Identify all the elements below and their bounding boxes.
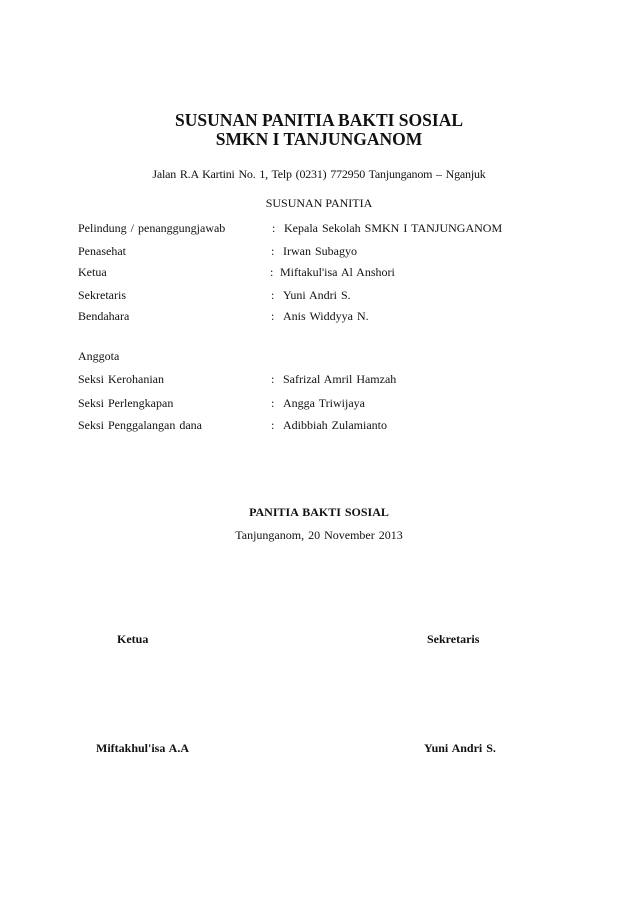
anggota-label: Anggota [78, 349, 120, 363]
anggota-row-perlengkapan [78, 394, 598, 412]
anggota-row-penggalangan-dana [78, 416, 598, 434]
anggota-row-kerohanian [78, 370, 598, 388]
section-heading: SUSUNAN PANITIA [265, 196, 373, 210]
school-name: SMKN I TANJUNGANOM [215, 129, 423, 149]
member-name: Kepala Sekolah SMKN I TANJUNGANOM [284, 221, 503, 235]
member-role: Ketua [78, 265, 107, 279]
member-row-sekretaris [78, 286, 598, 304]
member-name: Angga Triwijaya [283, 396, 365, 410]
signature-role-ketua: Ketua [117, 632, 149, 646]
member-colon: : [270, 265, 274, 279]
member-colon: : [271, 396, 275, 410]
member-colon: : [271, 372, 275, 386]
member-colon: : [272, 221, 276, 235]
member-role: Seksi Penggalangan dana [78, 418, 202, 432]
member-colon: : [271, 309, 275, 323]
member-row-pelindung [78, 219, 598, 237]
member-colon: : [271, 288, 275, 302]
member-name: Safrizal Amril Hamzah [283, 372, 397, 386]
member-role: Sekretaris [78, 288, 126, 302]
member-name: Irwan Subagyo [283, 244, 357, 258]
member-row-penasehat [78, 242, 598, 260]
member-role: Bendahara [78, 309, 130, 323]
place-date: Tanjunganom, 20 November 2013 [235, 528, 403, 542]
school-address: Jalan R.A Kartini No. 1, Telp (0231) 772950 Tanjunganom – Nganjuk [152, 167, 486, 181]
member-name: Yuni Andri S. [283, 288, 351, 302]
member-name: Miftakul'isa Al Anshori [280, 265, 395, 279]
member-role: Seksi Perlengkapan [78, 396, 174, 410]
signature-name-sekretaris: Yuni Andri S. [424, 741, 496, 755]
member-name: Adibbiah Zulamianto [283, 418, 387, 432]
member-colon: : [271, 418, 275, 432]
member-row-ketua [78, 263, 598, 281]
member-role: Seksi Kerohanian [78, 372, 164, 386]
member-role: Pelindung / penanggungjawab [78, 221, 226, 235]
member-colon: : [271, 244, 275, 258]
committee-name: PANITIA BAKTI SOSIAL [249, 505, 389, 519]
signature-role-sekretaris: Sekretaris [427, 632, 480, 646]
member-row-bendahara [78, 307, 598, 325]
member-name: Anis Widdyya N. [283, 309, 369, 323]
document-title: SUSUNAN PANITIA BAKTI SOSIAL [174, 110, 463, 130]
signature-name-ketua: Miftakhul'isa A.A [96, 741, 190, 755]
member-role: Penasehat [78, 244, 126, 258]
